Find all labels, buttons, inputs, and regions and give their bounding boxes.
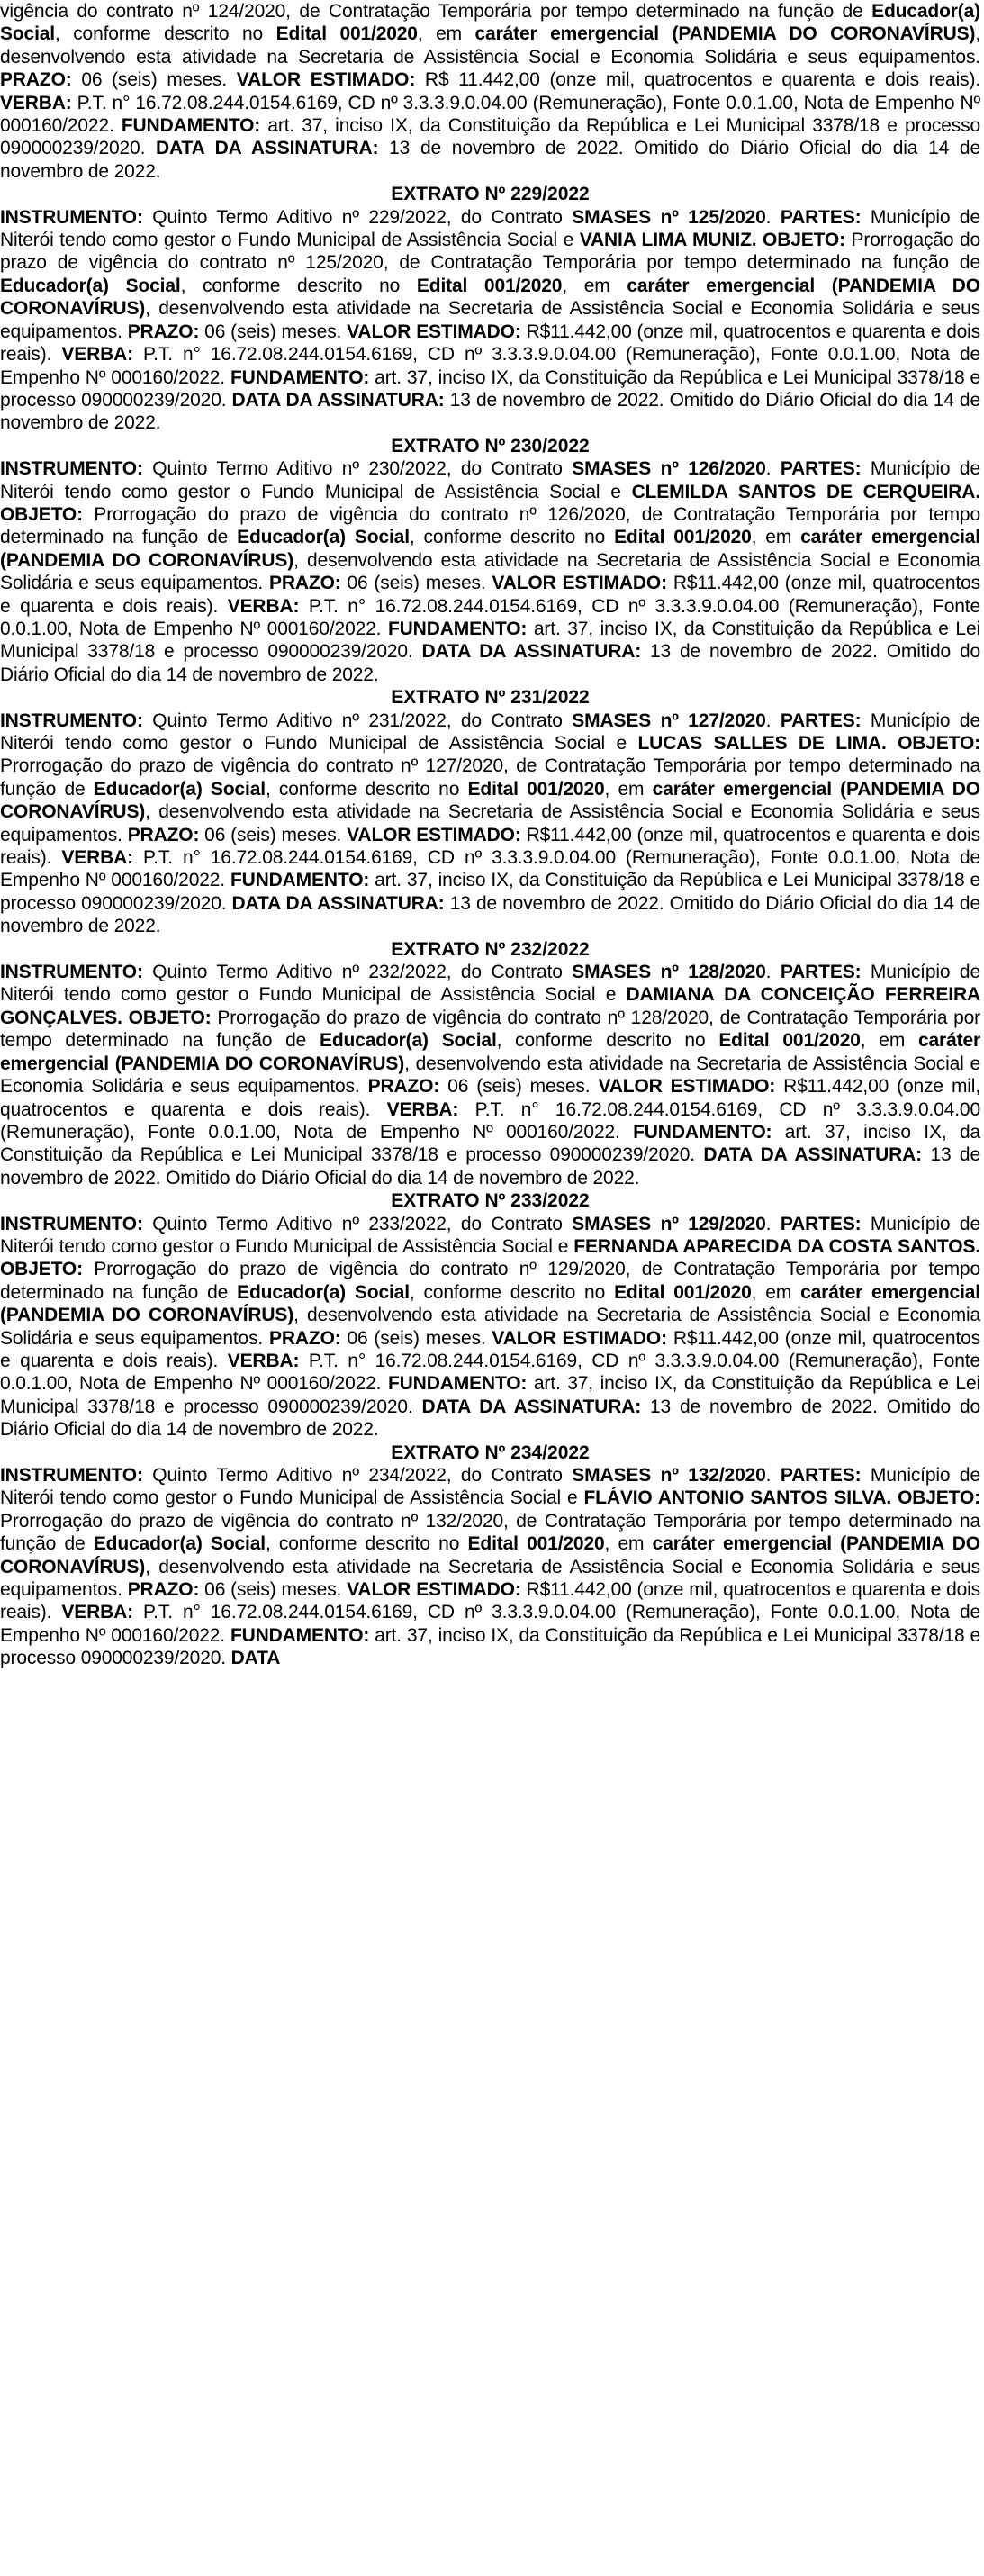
objeto-label: OBJETO: bbox=[0, 503, 83, 525]
extrato-title: EXTRATO Nº 232/2022 bbox=[391, 938, 590, 960]
data-assinatura-label: DATA DA ASSINATURA: bbox=[231, 892, 445, 914]
lead-text: , conforme descrito no bbox=[54, 23, 276, 45]
instrumento-label: INSTRUMENTO: bbox=[0, 962, 143, 983]
verba-text: P.T. n° 16.72.08.244.0154.6169, CD nº 3.3.3.9.0.04.00 (Remuneração), Fonte 0.0.1.00, Nota de Empenho Nº 000160/2022. bbox=[0, 1602, 980, 1646]
partes-text: Município de Niterói tendo como gestor o Fundo Municipal de Assistência Social e bbox=[0, 710, 980, 754]
extrato-body: INSTRUMENTO: Quinto Termo Aditivo nº 234/2022, do Contrato SMASES nº 132/2020. PARTES: Município de Niterói tendo como gestor o Fundo Municipal de Assistência Social e FLÁVIO ANTONIO SANTOS SILVA. OBJETO: Prorrogação do prazo de vigência do contrato nº 132/2020, de Contratação Temporária por tempo determinado na função de Educador(a) Social, conforme descrito no Edital 001/2020, em caráter emergencial (PANDEMIA DO CORONAVÍRUS), desenvolvendo esta atividade na Secretaria de Assistência Social e Economia Solidária e seus equipamentos. PRAZO: 06 (seis) meses. VALOR ESTIMADO: R$11.442,00 (onze mil, quatrocentos e quarenta e dois reais). VERBA: P.T. n° 16.72.08.244.0154.6169, CD nº 3.3.3.9.0.04.00 (Remuneração), Fonte 0.0.1.00, Nota de Empenho Nº 000160/2022. FUNDAMENTO: art. 37, inciso IX, da Constituição da República e Lei Municipal 3378/18 e processo 090000239/2020. DATA bbox=[0, 1465, 980, 1669]
objeto-text: Prorrogação do prazo de vigência do contrato nº 132/2020, de Contratação Temporária por tempo determinado na função de bbox=[0, 1510, 980, 1555]
fundamento-text: art. 37, inciso IX, da Constituição da República e Lei Municipal 3378/18 e processo 090000239/2020. bbox=[0, 870, 980, 914]
lead-text: P.T. n° 16.72.08.244.0154.6169, CD nº 3.3.3.9.0.04.00 (Remuneração), Fonte 0.0.1.00, Nota de Empenho Nº 000160/2022. bbox=[0, 92, 980, 137]
instrumento-label: INSTRUMENTO: bbox=[0, 710, 143, 731]
extrato-title: EXTRATO Nº 234/2022 bbox=[391, 1442, 590, 1463]
extrato-block bbox=[0, 1189, 980, 1441]
body-text: , desenvolvendo esta atividade na Secretaria de Assistência Social e Economia Solidária e seus equipamentos. bbox=[0, 1053, 980, 1098]
data-assinatura-label: DATA DA ASSINATURA: bbox=[231, 389, 445, 411]
valor-text: R$11.442,00 (onze mil, quatrocentos e quarenta e dois reais). bbox=[0, 824, 980, 869]
extrato-body: INSTRUMENTO: Quinto Termo Aditivo nº 229/2022, do Contrato SMASES nº 125/2020. PARTES: Município de Niterói tendo como gestor o Fundo Municipal de Assistência Social e VANIA LIMA MUNIZ. OBJETO: Prorrogação do prazo de vigência do contrato nº 125/2020, de Contratação Temporária por tempo determinado na função de Educador(a) Social, conforme descrito no Edital 001/2020, em caráter emergencial (PANDEMIA DO CORONAVÍRUS), desenvolvendo esta atividade na Secretaria de Assistência Social e Economia Solidária e seus equipamentos. PRAZO: 06 (seis) meses. VALOR ESTIMADO: R$11.442,00 (onze mil, quatrocentos e quarenta e dois reais). VERBA: P.T. n° 16.72.08.244.0154.6169, CD nº 3.3.3.9.0.04.00 (Remuneração), Fonte 0.0.1.00, Nota de Empenho Nº 000160/2022. FUNDAMENTO: art. 37, inciso IX, da Constituição da República e Lei Municipal 3378/18 e processo 090000239/2020. DATA DA ASSINATURA: 13 de novembro de 2022. Omitido do Diário Oficial do dia 14 de novembro de 2022. bbox=[0, 206, 981, 434]
prazo-text: 06 (seis) meses. bbox=[340, 1327, 492, 1349]
fundamento-text: art. 37, inciso IX, da Constituição da República e Lei Municipal 3378/18 e processo 090000239/2020. bbox=[0, 1624, 980, 1669]
body-text: , em bbox=[751, 527, 801, 548]
fundamento-text: art. 37, inciso IX, da Constituição da República e Lei Municipal 3378/18 e processo 090000239/2020. bbox=[0, 1373, 980, 1417]
contrato-number: SMASES nº 132/2020 bbox=[572, 1465, 766, 1486]
contratado-name: LUCAS SALLES DE LIMA bbox=[637, 733, 881, 754]
lead-fundamento-label: FUNDAMENTO: bbox=[121, 115, 261, 137]
extrato-block bbox=[0, 938, 980, 1189]
prazo-text: 06 (seis) meses. bbox=[199, 824, 348, 845]
body-text: , conforme descrito no bbox=[409, 527, 615, 548]
prazo-text: 06 (seis) meses. bbox=[340, 573, 492, 594]
edital: Edital 001/2020 bbox=[467, 1533, 605, 1555]
instrumento-text: Quinto Termo Aditivo nº 230/2022, do Contrato bbox=[142, 458, 573, 480]
data-assinatura-label: DATA DA ASSINATURA: bbox=[703, 1144, 922, 1166]
partes-text: Município de Niterói tendo como gestor o Fundo Municipal de Assistência Social e bbox=[0, 458, 980, 502]
data-assinatura-text: 13 de novembro de 2022. Omitido do Diário Oficial do dia 14 de novembro de 2022. bbox=[0, 892, 980, 937]
extrato-block bbox=[0, 1442, 980, 1670]
lead-text: 13 de novembro de 2022. Omitido do Diário Oficial do dia 14 de novembro de 2022. bbox=[0, 138, 980, 182]
carater: caráter emergencial (PANDEMIA DO CORONAVÍRUS) bbox=[0, 1281, 980, 1326]
verba-text: P.T. n° 16.72.08.244.0154.6169, CD nº 3.3.3.9.0.04.00 (Remuneração), Fonte 0.0.1.00, Nota de Empenho Nº 000160/2022. bbox=[0, 344, 980, 388]
carater: caráter emergencial (PANDEMIA DO CORONAVÍRUS) bbox=[0, 275, 980, 320]
fundamento-label: FUNDAMENTO: bbox=[230, 366, 370, 388]
fundamento-label: FUNDAMENTO: bbox=[230, 1624, 370, 1646]
valor-text: R$11.442,00 (onze mil, quatrocentos e quarenta e dois reais). bbox=[0, 321, 980, 366]
verba-label: VERBA: bbox=[61, 847, 133, 869]
prazo-label: PRAZO: bbox=[269, 1327, 341, 1349]
data-assinatura-text: 13 de novembro de 2022. Omitido do Diário Oficial do dia 14 de novembro de 2022. bbox=[0, 1396, 980, 1441]
lead-paragraph bbox=[0, 0, 980, 183]
contratado-name: DAMIANA DA CONCEIÇÃO FERREIRA GONÇALVES bbox=[0, 984, 980, 1028]
body-text: , em bbox=[604, 778, 653, 800]
objeto-text: Prorrogação do prazo de vigência do contrato nº 125/2020, de Contratação Temporária por tempo determinado na função de bbox=[0, 230, 981, 274]
lead-text: , desenvolvendo esta atividade na Secretaria de Assistência Social e Economia Solidária e seus equipamentos. bbox=[0, 23, 980, 68]
valor-label: VALOR ESTIMADO: bbox=[598, 1076, 776, 1098]
prazo-label: PRAZO: bbox=[127, 824, 200, 845]
objeto-label: OBJETO: bbox=[763, 230, 845, 251]
valor-label: VALOR ESTIMADO: bbox=[492, 573, 667, 594]
contratado-name: FLÁVIO ANTONIO SANTOS SILVA bbox=[583, 1487, 887, 1509]
prazo-text: 06 (seis) meses. bbox=[199, 1579, 348, 1601]
instrumento-text: Quinto Termo Aditivo nº 231/2022, do Contrato bbox=[142, 710, 573, 731]
valor-label: VALOR ESTIMADO: bbox=[347, 1579, 521, 1601]
valor-label: VALOR ESTIMADO: bbox=[492, 1327, 667, 1349]
funcao: Educador(a) Social bbox=[93, 1533, 266, 1555]
valor-label: VALOR ESTIMADO: bbox=[347, 321, 521, 342]
contrato-number: SMASES nº 128/2020 bbox=[572, 962, 766, 983]
objeto-text: Prorrogação do prazo de vigência do contrato nº 129/2020, de Contratação Temporária por tempo determinado na função de bbox=[0, 1259, 980, 1303]
instrumento-label: INSTRUMENTO: bbox=[0, 1465, 143, 1486]
partes-text: Município de Niterói tendo como gestor o Fundo Municipal de Assistência Social e bbox=[0, 1465, 980, 1509]
verba-text: P.T. n° 16.72.08.244.0154.6169, CD nº 3.3.3.9.0.04.00 (Remuneração), Fonte 0.0.1.00, Nota de Empenho Nº 000160/2022. bbox=[0, 847, 980, 891]
contrato-number: SMASES nº 127/2020 bbox=[572, 710, 766, 731]
edital: Edital 001/2020 bbox=[718, 1030, 861, 1052]
data-assinatura-text: 13 de novembro de 2022. Omitido do Diário Oficial do dia 14 de novembro de 2022. bbox=[0, 389, 980, 434]
instrumento-text: Quinto Termo Aditivo nº 229/2022, do Contrato bbox=[142, 206, 573, 228]
fundamento-label: FUNDAMENTO: bbox=[230, 870, 370, 891]
fundamento-label: FUNDAMENTO: bbox=[633, 1121, 772, 1143]
data-assinatura-text: 13 de novembro de 2022. Omitido do Diário Oficial do dia 14 de novembro de 2022. bbox=[0, 641, 980, 685]
partes-text: Município de Niterói tendo como gestor o Fundo Municipal de Assistência Social e bbox=[0, 206, 980, 251]
edital: Edital 001/2020 bbox=[614, 1281, 752, 1303]
body-text: , conforme descrito no bbox=[180, 275, 417, 296]
verba-label: VERBA: bbox=[227, 1350, 300, 1371]
lead-edital: Edital 001/2020 bbox=[275, 23, 418, 45]
prazo-label: PRAZO: bbox=[127, 321, 200, 342]
carater: caráter emergencial (PANDEMIA DO CORONAVÍRUS) bbox=[0, 1030, 980, 1074]
body-text: , conforme descrito no bbox=[409, 1281, 615, 1303]
extrato-body: INSTRUMENTO: Quinto Termo Aditivo nº 230/2022, do Contrato SMASES nº 126/2020. PARTES: Município de Niterói tendo como gestor o Fundo Municipal de Assistência Social e CLEMILDA SANTOS DE CERQUEIRA. OBJETO: Prorrogação do prazo de vigência do contrato nº 126/2020, de Contratação Temporária por tempo determinado na função de Educador(a) Social, conforme descrito no Edital 001/2020, em caráter emergencial (PANDEMIA DO CORONAVÍRUS), desenvolvendo esta atividade na Secretaria de Assistência Social e Economia Solidária e seus equipamentos. PRAZO: 06 (seis) meses. VALOR ESTIMADO: R$11.442,00 (onze mil, quatrocentos e quarenta e dois reais). VERBA: P.T. n° 16.72.08.244.0154.6169, CD nº 3.3.3.9.0.04.00 (Remuneração), Fonte 0.0.1.00, Nota de Empenho Nº 000160/2022. FUNDAMENTO: art. 37, inciso IX, da Constituição da República e Lei Municipal 3378/18 e processo 090000239/2020. DATA DA ASSINATURA: 13 de novembro de 2022. Omitido do Diário Oficial do dia 14 de novembro de 2022. bbox=[0, 458, 981, 685]
partes-label: PARTES: bbox=[780, 962, 862, 983]
lead-verba-label: VERBA: bbox=[0, 92, 72, 113]
valor-text: R$11.442,00 (onze mil, quatrocentos e quarenta e dois reais). bbox=[0, 1327, 981, 1371]
verba-label: VERBA: bbox=[61, 344, 133, 366]
objeto-label: OBJETO: bbox=[898, 733, 981, 754]
fundamento-text: art. 37, inciso IX, da Constituição da República e Lei Municipal 3378/18 e processo 090000239/2020. bbox=[0, 366, 980, 411]
lead-prazo-label: PRAZO: bbox=[0, 69, 72, 91]
lead-text: R$ 11.442,00 (onze mil, quatrocentos e quarenta e dois reais). bbox=[415, 69, 981, 91]
prazo-label: PRAZO: bbox=[367, 1076, 440, 1098]
body-text: , em bbox=[604, 1533, 653, 1555]
extrato-block bbox=[0, 435, 980, 686]
lead-valor-label: VALOR ESTIMADO: bbox=[236, 69, 416, 91]
objeto-text: Prorrogação do prazo de vigência do contrato nº 128/2020, de Contratação Temporária por tempo determinado na função de bbox=[0, 1007, 981, 1052]
extrato-title: EXTRATO Nº 233/2022 bbox=[391, 1190, 590, 1212]
carater: caráter emergencial (PANDEMIA DO CORONAVÍRUS) bbox=[0, 527, 980, 571]
extrato-title: EXTRATO Nº 229/2022 bbox=[391, 184, 590, 205]
edital: Edital 001/2020 bbox=[614, 527, 752, 548]
carater: caráter emergencial (PANDEMIA DO CORONAVÍRUS) bbox=[0, 1533, 980, 1577]
lead-carater: caráter emergencial (PANDEMIA DO CORONAVÍRUS) bbox=[474, 23, 976, 45]
prazo-text: 06 (seis) meses. bbox=[199, 321, 348, 342]
body-text: , em bbox=[562, 275, 627, 296]
verba-text: P.T. n° 16.72.08.244.0154.6169, CD nº 3.3.3.9.0.04.00 (Remuneração), Fonte 0.0.1.00, Nota de Empenho Nº 000160/2022. bbox=[0, 1098, 980, 1143]
partes-text: Município de Niterói tendo como gestor o Fundo Municipal de Assistência Social e bbox=[0, 1213, 980, 1257]
extrato-body: INSTRUMENTO: Quinto Termo Aditivo nº 233/2022, do Contrato SMASES nº 129/2020. PARTES: Município de Niterói tendo como gestor o Fundo Municipal de Assistência Social e FERNANDA APARECIDA DA COSTA SANTOS. OBJETO: Prorrogação do prazo de vigência do contrato nº 129/2020, de Contratação Temporária por tempo determinado na função de Educador(a) Social, conforme descrito no Edital 001/2020, em caráter emergencial (PANDEMIA DO CORONAVÍRUS), desenvolvendo esta atividade na Secretaria de Assistência Social e Economia Solidária e seus equipamentos. PRAZO: 06 (seis) meses. VALOR ESTIMADO: R$11.442,00 (onze mil, quatrocentos e quarenta e dois reais). VERBA: P.T. n° 16.72.08.244.0154.6169, CD nº 3.3.3.9.0.04.00 (Remuneração), Fonte 0.0.1.00, Nota de Empenho Nº 000160/2022. FUNDAMENTO: art. 37, inciso IX, da Constituição da República e Lei Municipal 3378/18 e processo 090000239/2020. DATA DA ASSINATURA: 13 de novembro de 2022. Omitido do Diário Oficial do dia 14 de novembro de 2022. bbox=[0, 1213, 981, 1441]
extrato-title: EXTRATO Nº 230/2022 bbox=[391, 435, 590, 456]
lead-text: vigência do contrato nº 124/2020, de Contratação Temporária por tempo determinado na função de bbox=[0, 1, 872, 22]
partes-label: PARTES: bbox=[780, 710, 862, 731]
body-text: , conforme descrito no bbox=[496, 1030, 719, 1052]
extrato-block bbox=[0, 183, 980, 434]
lead-data-label: DATA DA ASSINATURA: bbox=[156, 138, 379, 159]
contratado-name: CLEMILDA SANTOS DE CERQUEIRA bbox=[631, 481, 976, 502]
funcao: Educador(a) Social bbox=[0, 275, 181, 296]
prazo-label: PRAZO: bbox=[269, 573, 341, 594]
lead-text: , em bbox=[417, 23, 475, 45]
instrumento-text: Quinto Termo Aditivo nº 234/2022, do Contrato bbox=[142, 1465, 573, 1486]
verba-label: VERBA: bbox=[227, 595, 300, 617]
extrato-body: INSTRUMENTO: Quinto Termo Aditivo nº 231/2022, do Contrato SMASES nº 127/2020. PARTES: Município de Niterói tendo como gestor o Fundo Municipal de Assistência Social e LUCAS SALLES DE LIMA. OBJETO: Prorrogação do prazo de vigência do contrato nº 127/2020, de Contratação Temporária por tempo determinado na função de Educador(a) Social, conforme descrito no Edital 001/2020, em caráter emergencial (PANDEMIA DO CORONAVÍRUS), desenvolvendo esta atividade na Secretaria de Assistência Social e Economia Solidária e seus equipamentos. PRAZO: 06 (seis) meses. VALOR ESTIMADO: R$11.442,00 (onze mil, quatrocentos e quarenta e dois reais). VERBA: P.T. n° 16.72.08.244.0154.6169, CD nº 3.3.3.9.0.04.00 (Remuneração), Fonte 0.0.1.00, Nota de Empenho Nº 000160/2022. FUNDAMENTO: art. 37, inciso IX, da Constituição da República e Lei Municipal 3378/18 e processo 090000239/2020. DATA DA ASSINATURA: 13 de novembro de 2022. Omitido do Diário Oficial do dia 14 de novembro de 2022. bbox=[0, 710, 981, 937]
body-text: , desenvolvendo esta atividade na Secretaria de Assistência Social e Economia Solidária e seus equipamentos. bbox=[0, 801, 980, 845]
funcao: Educador(a) Social bbox=[237, 1281, 410, 1303]
partes-label: PARTES: bbox=[780, 1213, 862, 1234]
objeto-text: Prorrogação do prazo de vigência do contrato nº 127/2020, de Contratação Temporária por tempo determinado na função de bbox=[0, 755, 980, 800]
partes-text: Município de Niterói tendo como gestor o Fundo Municipal de Assistência Social e bbox=[0, 962, 980, 1006]
valor-text: R$11.442,00 (onze mil, quatrocentos e quarenta e dois reais). bbox=[0, 573, 981, 617]
data-assinatura-label: DATA DA ASSINATURA: bbox=[421, 641, 642, 663]
funcao: Educador(a) Social bbox=[93, 778, 266, 800]
body-text: , desenvolvendo esta atividade na Secretaria de Assistência Social e Economia Solidária e seus equipamentos. bbox=[0, 1556, 980, 1601]
lead-text: 06 (seis) meses. bbox=[71, 69, 237, 91]
partes-label: PARTES: bbox=[780, 206, 862, 228]
verba-label: VERBA: bbox=[386, 1098, 459, 1120]
extrato-title: EXTRATO Nº 231/2022 bbox=[391, 687, 590, 709]
instrumento-label: INSTRUMENTO: bbox=[0, 1213, 143, 1234]
objeto-label: OBJETO: bbox=[898, 1487, 980, 1509]
edital: Edital 001/2020 bbox=[416, 275, 563, 296]
body-text: , desenvolvendo esta atividade na Secretaria de Assistência Social e Economia Solidária e seus equipamentos. bbox=[0, 549, 980, 594]
contrato-number: SMASES nº 129/2020 bbox=[572, 1213, 766, 1234]
fundamento-text: art. 37, inciso IX, da Constituição da República e Lei Municipal 3378/18 e processo 090000239/2020. bbox=[0, 618, 980, 663]
funcao: Educador(a) Social bbox=[320, 1030, 497, 1052]
instrumento-text: Quinto Termo Aditivo nº 232/2022, do Contrato bbox=[142, 962, 573, 983]
prazo-label: PRAZO: bbox=[127, 1579, 200, 1601]
lead-funcao: Educador(a) Social bbox=[0, 1, 980, 45]
instrumento-label: INSTRUMENTO: bbox=[0, 206, 143, 228]
extrato-body: INSTRUMENTO: Quinto Termo Aditivo nº 232/2022, do Contrato SMASES nº 128/2020. PARTES: Município de Niterói tendo como gestor o Fundo Municipal de Assistência Social e DAMIANA DA CONCEIÇÃO FERREIRA GONÇALVES. OBJETO: Prorrogação do prazo de vigência do contrato nº 128/2020, de Contratação Temporária por tempo determinado na função de Educador(a) Social, conforme descrito no Edital 001/2020, em caráter emergencial (PANDEMIA DO CORONAVÍRUS), desenvolvendo esta atividade na Secretaria de Assistência Social e Economia Solidária e seus equipamentos. PRAZO: 06 (seis) meses. VALOR ESTIMADO: R$11.442,00 (onze mil, quatrocentos e quarenta e dois reais). VERBA: P.T. n° 16.72.08.244.0154.6169, CD nº 3.3.3.9.0.04.00 (Remuneração), Fonte 0.0.1.00, Nota de Empenho Nº 000160/2022. FUNDAMENTO: art. 37, inciso IX, da Constituição da República e Lei Municipal 3378/18 e processo 090000239/2020. DATA DA ASSINATURA: 13 de novembro de 2022. Omitido do Diário Oficial do dia 14 de novembro de 2022. bbox=[0, 962, 981, 1189]
objeto-label: OBJETO: bbox=[128, 1007, 212, 1028]
instrumento-label: INSTRUMENTO: bbox=[0, 458, 143, 480]
contratado-name: VANIA LIMA MUNIZ bbox=[579, 230, 752, 251]
extrato-block bbox=[0, 686, 980, 937]
contrato-number: SMASES nº 125/2020 bbox=[572, 206, 766, 228]
instrumento-text: Quinto Termo Aditivo nº 233/2022, do Contrato bbox=[142, 1213, 573, 1234]
data-assinatura-text: 13 de novembro de 2022. Omitido do Diário Oficial do dia 14 de novembro de 2022. bbox=[0, 1144, 980, 1189]
body-text: , desenvolvendo esta atividade na Secretaria de Assistência Social e Economia Solidária e seus equipamentos. bbox=[0, 1305, 980, 1349]
verba-label: VERBA: bbox=[61, 1602, 133, 1623]
body-text: , desenvolvendo esta atividade na Secretaria de Assistência Social e Economia Solidária e seus equipamentos. bbox=[0, 298, 980, 342]
contrato-number: SMASES nº 126/2020 bbox=[572, 458, 766, 480]
valor-text: R$11.442,00 (onze mil, quatrocentos e quarenta e dois reais). bbox=[0, 1579, 980, 1623]
partes-label: PARTES: bbox=[780, 1465, 862, 1486]
fundamento-label: FUNDAMENTO: bbox=[387, 618, 528, 639]
valor-text: R$11.442,00 (onze mil, quatrocentos e quarenta e dois reais). bbox=[0, 1076, 981, 1120]
body-text: , em bbox=[751, 1281, 801, 1303]
fundamento-text: art. 37, inciso IX, da Constituição da República e Lei Municipal 3378/18 e processo 090000239/2020. bbox=[0, 1121, 981, 1166]
body-text: , conforme descrito no bbox=[265, 1533, 468, 1555]
body-text: , conforme descrito no bbox=[265, 778, 468, 800]
body-text: , em bbox=[860, 1030, 918, 1052]
verba-text: P.T. n° 16.72.08.244.0154.6169, CD nº 3.3.3.9.0.04.00 (Remuneração), Fonte 0.0.1.00, Nota de Empenho Nº 000160/2022. bbox=[0, 1350, 980, 1395]
fundamento-label: FUNDAMENTO: bbox=[387, 1373, 528, 1395]
partes-label: PARTES: bbox=[780, 458, 862, 480]
carater: caráter emergencial (PANDEMIA DO CORONAVÍRUS) bbox=[0, 778, 980, 823]
edital: Edital 001/2020 bbox=[467, 778, 605, 800]
lead-text: art. 37, inciso IX, da Constituição da República e Lei Municipal 3378/18 e processo 090000239/2020. bbox=[0, 115, 980, 159]
prazo-text: 06 (seis) meses. bbox=[439, 1076, 599, 1098]
verba-text: P.T. n° 16.72.08.244.0154.6169, CD nº 3.3.3.9.0.04.00 (Remuneração), Fonte 0.0.1.00, Nota de Empenho Nº 000160/2022. bbox=[0, 595, 980, 639]
data-assinatura-label: DATA bbox=[230, 1648, 281, 1669]
data-assinatura-label: DATA DA ASSINATURA: bbox=[421, 1396, 642, 1417]
objeto-text: Prorrogação do prazo de vigência do contrato nº 126/2020, de Contratação Temporária por tempo determinado na função de bbox=[0, 503, 980, 548]
valor-label: VALOR ESTIMADO: bbox=[347, 824, 521, 845]
funcao: Educador(a) Social bbox=[237, 527, 410, 548]
contratado-name: FERNANDA APARECIDA DA COSTA SANTOS bbox=[573, 1235, 976, 1257]
objeto-label: OBJETO: bbox=[0, 1259, 83, 1280]
